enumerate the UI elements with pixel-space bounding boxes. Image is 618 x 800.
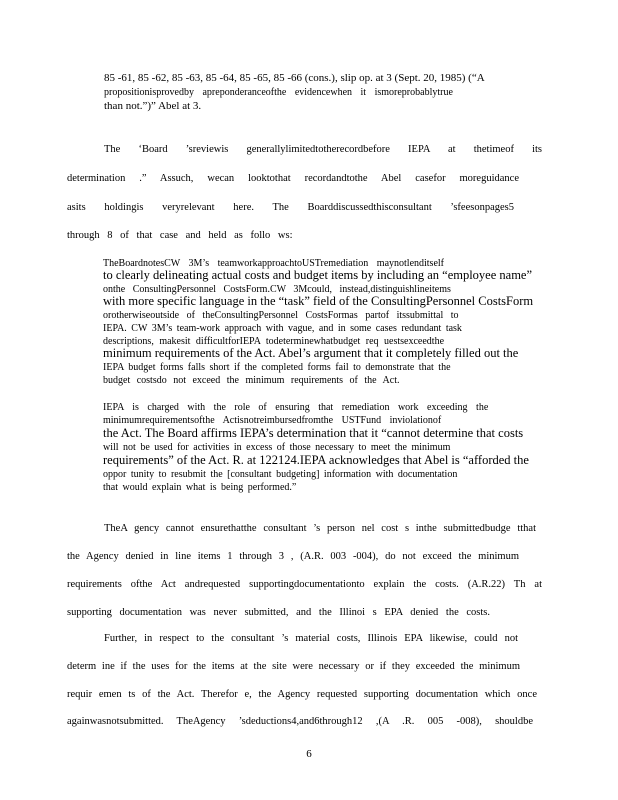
quote2-line: IEPA is charged with the role of ensuring that remediation work exceeding the — [103, 402, 489, 413]
top-block-line: 85 -61, 85 -62, 85 -63, 85 -64, 85 -65, 85 -66 (cons.), slip op. at 3 (Sept. 20, 1985) (“A — [104, 72, 485, 84]
top-block-line: than not.”)” Abel at 3. — [104, 100, 202, 112]
para1-line: asits holdingis veryrelevant here. The Boarddiscussedthisconsultant ’sfeesonpages5 — [67, 202, 514, 213]
quote2-line: minimumrequirementsofthe Actisnotreimbursedfromthe USTFund inviolationof — [103, 415, 442, 426]
para1-line: through 8 of that case and held as follo ws: — [67, 230, 293, 241]
quote1-line: TheBoardnotesCW 3M’s teamworkapproachtoUSTremediation maynotlenditself — [103, 258, 444, 269]
top-block-line: propositionisprovedby apreponderanceofthe evidencewhen it ismoreprobablytrue — [104, 87, 453, 98]
para3-line: Further, in respect to the consultant ’s material costs, Illinois EPA likewise, could not — [104, 633, 518, 644]
para2-line: requirements ofthe Act andrequested supportingdocumentationto explain the costs. (A.R.22) Th at — [67, 579, 542, 590]
quote2-line: requirements” of the Act. R. at 122124.IEPA acknowledges that Abel is “afforded the — [103, 453, 529, 467]
quote1-line: descriptions, makesit difficultforIEPA todeterminewhatbudget req uestsexceedthe — [103, 336, 445, 347]
page-number: 6 — [306, 748, 312, 760]
para3-line: againwasnotsubmitted. TheAgency ’sdeductions4,and6through12 ,(A .R. 005 -008), shouldbe — [67, 716, 533, 727]
para3-line: requir emen ts of the Act. Therefor e, the Agency requested supporting documentation which once — [67, 689, 537, 700]
quote1-line: IEPA budget forms falls short if the completed forms fail to demonstrate that the — [103, 362, 451, 373]
quote2-line: that would explain what is being performed.” — [103, 482, 297, 493]
quote1-line: budget costsdo not exceed the minimum requirements of the Act. — [103, 375, 400, 386]
quote1-line: orotherwiseoutside of theConsultingPersonnel CostsFormas partof itssubmittal to — [103, 310, 459, 321]
para2-line: the Agency denied in line items 1 through 3 , (A.R. 003 -004), do not exceed the minimum — [67, 551, 519, 562]
para1-line: The ‘Board ’sreviewis generallylimitedtotherecordbefore IEPA at thetimeof its — [104, 144, 542, 155]
para2-line: TheA gency cannot ensurethatthe consultant ’s person nel cost s inthe submittedbudge tthat — [104, 523, 536, 534]
quote1-line: to clearly delineating actual costs and budget items by including an “employee name” — [103, 268, 533, 282]
para2-line: supporting documentation was never submitted, and the Illinoi s EPA denied the costs. — [67, 607, 490, 618]
quote1-line: with more specific language in the “task” field of the ConsultingPersonnel CostsForm — [103, 294, 534, 308]
quote2-line: will not be used for activities in excess of those necessary to meet the minimum — [103, 442, 451, 453]
quote1-line: IEPA. CW 3M’s team-work approach with vague, and in some cases redundant task — [103, 323, 462, 334]
para1-line: determination .” Assuch, wecan looktothat recordandtothe Abel casefor moreguidance — [67, 173, 519, 184]
quote1-line: onthe ConsultingPersonnel CostsForm.CW 3Mcould, instead,distinguishlineitems — [103, 284, 451, 295]
quote2-line: oppor tunity to resubmit the [consultant budgeting] information with documentation — [103, 469, 458, 480]
quote2-line: the Act. The Board affirms IEPA’s determination that it “cannot determine that costs — [103, 426, 524, 440]
quote1-line: minimum requirements of the Act. Abel’s argument that it completely filled out the — [103, 346, 519, 360]
para3-line: determ ine if the uses for the items at the site were necessary or if they exceeded the minimum — [67, 661, 520, 672]
